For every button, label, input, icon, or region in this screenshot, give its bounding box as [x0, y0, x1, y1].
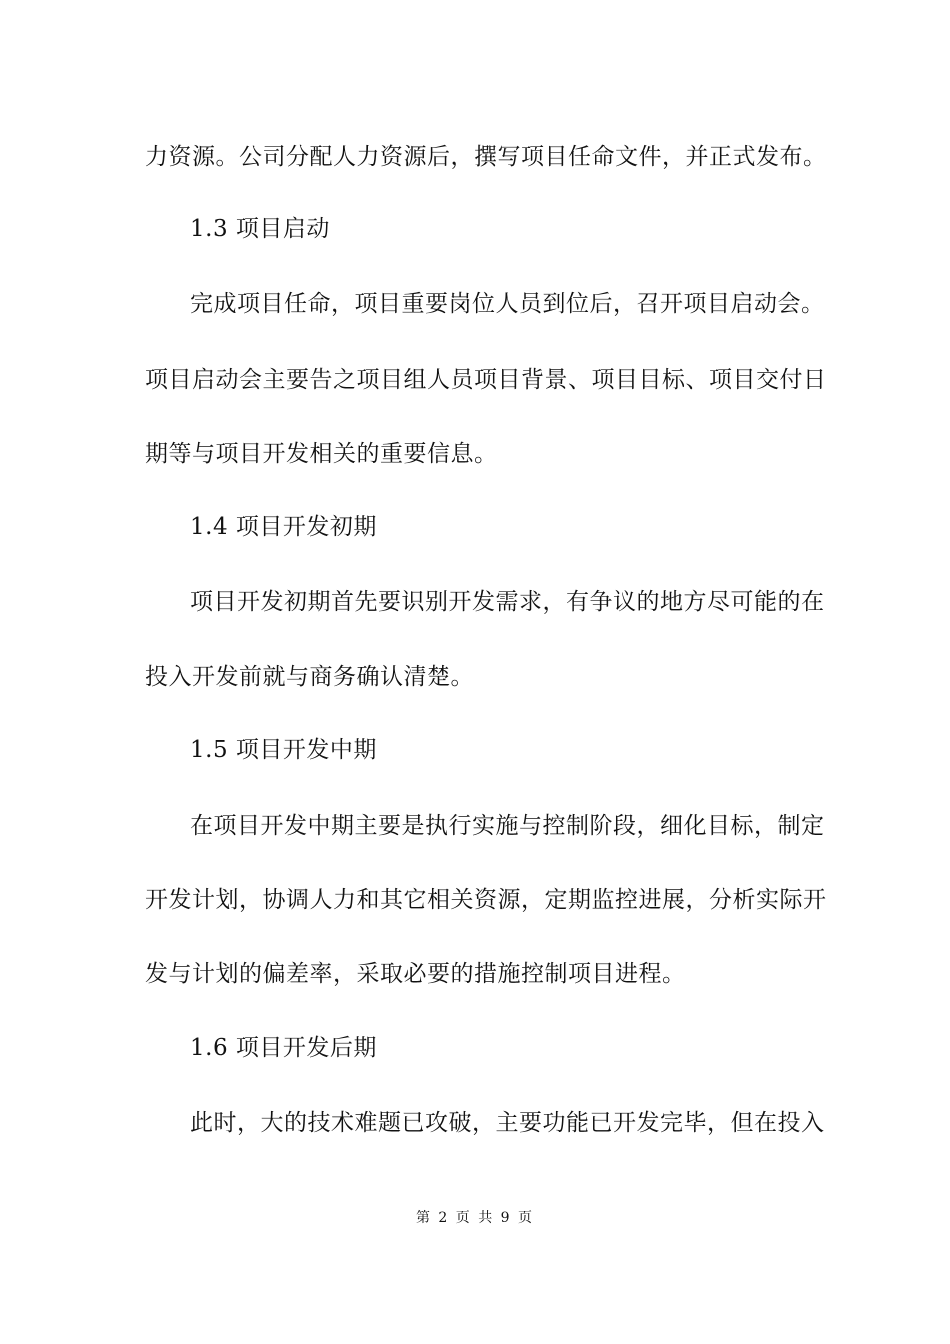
section-heading-1-6: 1.6 项目开发后期 [190, 1035, 377, 1061]
paragraph-line: 力资源。公司分配人力资源后，撰写项目任命文件，并正式发布。 [145, 144, 827, 170]
paragraph-line: 发与计划的偏差率，采取必要的措施控制项目进程。 [145, 961, 686, 987]
section-heading-1-3: 1.3 项目启动 [190, 216, 330, 242]
paragraph-line: 在项目开发中期主要是执行实施与控制阶段，细化目标，制定 [190, 813, 825, 839]
section-heading-1-4: 1.4 项目开发初期 [190, 514, 377, 540]
paragraph-line: 项目启动会主要告之项目组人员项目背景、项目目标、项目交付日 [145, 367, 827, 393]
paragraph-line: 开发计划，协调人力和其它相关资源，定期监控进展，分析实际开 [145, 887, 827, 913]
paragraph-line: 期等与项目开发相关的重要信息。 [145, 441, 498, 467]
paragraph-line: 此时，大的技术难题已攻破，主要功能已开发完毕，但在投入 [190, 1110, 825, 1136]
section-heading-1-5: 1.5 项目开发中期 [190, 737, 377, 763]
paragraph-line: 完成项目任命，项目重要岗位人员到位后，召开项目启动会。 [190, 291, 825, 317]
page-number-footer: 第 2 页 共 9 页 [415, 1210, 535, 1226]
paragraph-line: 投入开发前就与商务确认清楚。 [145, 664, 474, 690]
paragraph-line: 项目开发初期首先要识别开发需求，有争议的地方尽可能的在 [190, 589, 825, 615]
